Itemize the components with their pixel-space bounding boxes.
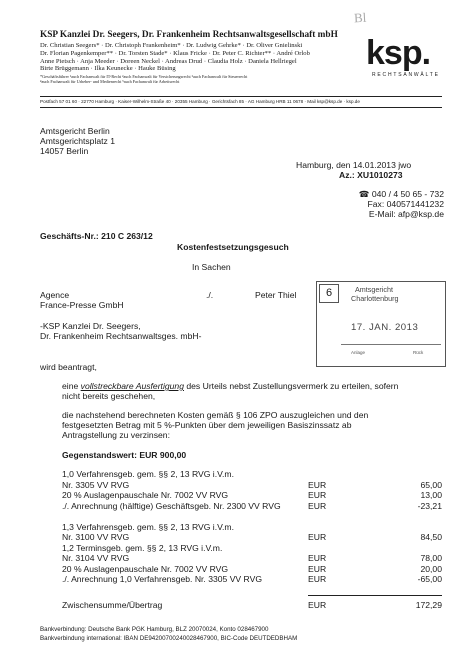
stamp-bottom-left: Anlage — [351, 350, 366, 355]
stamp-date: 17. JAN. 2013 — [351, 322, 419, 333]
cost-row-description: 1,0 Verfahrensgeb. gem. §§ 2, 13 RVG i.V.m. — [62, 469, 234, 479]
logo-subtitle: RECHTSANWÄLTE — [372, 72, 440, 78]
stamp-line1: Amtsgericht — [355, 285, 393, 294]
contact-divider — [40, 107, 442, 108]
subtotal-currency: EUR — [308, 600, 327, 610]
phone-line: ☎ 040 / 4 50 65 - 732 — [358, 189, 444, 199]
document-subject: Kostenfestsetzungsgesuch — [177, 242, 289, 252]
cost-row-amount: 78,00 — [420, 553, 442, 563]
bank-line1: Bankverbindung: Deutsche Bank PGK Hamburg, BLZ 20070024, Konto 028467900 — [40, 626, 269, 633]
p2-line: die nachstehend berechneten Kosten gemäß § 106 ZPO auszugleichen und den — [62, 410, 369, 420]
cost-row-currency: EUR — [308, 574, 327, 584]
recipient-line: 14057 Berlin — [40, 146, 89, 157]
subtotal-amount: 172,29 — [415, 600, 442, 610]
cost-row-currency: EUR — [308, 490, 327, 500]
wird-beantragt: wird beantragt, — [40, 362, 97, 372]
contact-line: Postfach 57 01 60 · 22770 Hamburg · Kaiser-Wilhelm-Straße 40 · 20355 Hamburg · Gerichtsfach 85 · AG Hamburg HRB 11 0678 · Mail ksp@ksp.de · ksp.de — [40, 99, 360, 104]
names-line: Dr. Christian Seegers* · Dr. Christoph Frankenheim* · Dr. Ludwig Gehrke* · Dr. Oliver Gnielinski — [40, 42, 303, 49]
cost-row-currency: EUR — [308, 500, 327, 511]
cost-row-description: 1,3 Verfahrensgeb. gem. §§ 2, 13 RVG i.V.m. — [62, 521, 234, 532]
fax-line: Fax: 040571441232 — [367, 199, 444, 209]
p1-line2: nicht bereits geschehen, — [62, 391, 156, 402]
recipient-address — [40, 126, 115, 156]
cost-row-amount: 13,00 — [420, 490, 442, 500]
names-line: Birte Brüggemann · Ilka Keunecke · Hauke Büsing — [40, 65, 176, 73]
case-number: Geschäfts-Nr.: 210 C 263/12 — [40, 231, 153, 241]
ksp-logo: ksp. — [366, 34, 431, 72]
cost-row-description: ./. Anrechnung (hälftige) Geschäftsgeb. Nr. 2300 VV RVG — [62, 500, 281, 511]
cost-row-currency: EUR — [308, 479, 327, 490]
p2-line: festgesetzten Betrag mit 5 %-Punkten über dem jeweiligen Basiszinssatz ab — [62, 420, 352, 431]
party1-line1: Agence — [40, 290, 70, 300]
header-divider — [40, 96, 442, 97]
cost-row-currency: EUR — [308, 532, 327, 542]
p2-line: Antragstellung zu verzinsen: — [62, 430, 170, 441]
lawyer-names — [40, 42, 352, 85]
cost-row-description: 20 % Auslagenpauschale Nr. 7002 VV RVG — [62, 490, 229, 500]
names-line: Dr. Florian Pagenkemper** · Dr. Torsten Stade* · Klaus Fricke · Dr. Peter C. Richter** · André Orlob — [40, 49, 310, 57]
cost-row-description: Nr. 3104 VV RVG — [62, 553, 130, 563]
stamp-divider — [341, 344, 441, 345]
file-reference: Az.: XU1010273 — [339, 170, 403, 180]
cost-row-description: Nr. 3305 VV RVG — [62, 479, 130, 490]
cost-row-amount: 20,00 — [420, 563, 442, 574]
stamp-box-number: 6 — [319, 284, 339, 303]
party2: Peter Thiel — [255, 290, 297, 300]
cost-row-amount: 65,00 — [420, 479, 442, 490]
footnote-line: ⁴auch Fachanwalt für Urheber- und Medienrecht ⁵auch Fachanwalt für Arbeitsrecht — [40, 79, 180, 85]
stamp-line2: Charlottenburg — [351, 294, 399, 303]
p1-before: eine — [62, 381, 81, 391]
cost-row-description: 20 % Auslagenpauschale Nr. 7002 VV RVG — [62, 563, 229, 574]
stamp-bottom-right: Rück — [413, 350, 424, 355]
recipient-line: Amtsgericht Berlin — [40, 126, 110, 136]
versus-mark: ./. — [206, 290, 214, 300]
cost-row-amount: -65,00 — [417, 574, 442, 584]
email-line: E-Mail: afp@ksp.de — [368, 209, 444, 219]
p1-emphasis: vollstreckbare Ausfertigung — [80, 381, 184, 391]
cost-row-currency: EUR — [308, 563, 327, 574]
cost-row-currency: EUR — [308, 553, 327, 563]
counsel-line2: Dr. Frankenheim Rechtsanwaltsges. mbH- — [40, 331, 202, 341]
gegenstandswert: Gegenstandswert: EUR 900,00 — [62, 450, 187, 460]
handwritten-scribble: Bl — [353, 9, 367, 26]
sum-divider — [308, 595, 442, 596]
p1-after: des Urteils nebst Zustellungsvermerk zu erteilen, sofern — [183, 381, 399, 391]
in-sachen: In Sachen — [192, 262, 231, 272]
footnote-line: *Geschäftsführer ¹auch Fachanwalt für IT-Recht ²auch Fachanwalt für Versicherungsrecht ³auch Fachanwalt für Steuerrecht — [40, 74, 248, 80]
cost-row-amount: 84,50 — [420, 532, 442, 542]
date-line: Hamburg, den 14.01.2013 jwo — [296, 160, 412, 170]
cost-row-description: 1,2 Terminsgeb. gem. §§ 2, 13 RVG i.V.m. — [62, 542, 223, 553]
cost-row-description: ./. Anrechnung 1,0 Verfahrensgeb. Nr. 3305 VV RVG — [62, 574, 263, 584]
cost-row-description: Nr. 3100 VV RVG — [62, 532, 130, 542]
paragraph-2 — [62, 410, 368, 440]
bank-line2: Bankverbindung international: IBAN DE94200700240028467900, BIC-Code DEUTDEDBHAM — [40, 635, 298, 642]
firm-name: KSP Kanzlei Dr. Seegers, Dr. Frankenheim Rechtsanwaltsgesellschaft mbH — [40, 30, 338, 40]
court-receipt-stamp — [316, 281, 446, 367]
cost-row-amount: -23,21 — [417, 500, 442, 511]
party1-line2: France-Presse GmbH — [40, 300, 124, 310]
counsel-line1: -KSP Kanzlei Dr. Seegers, — [40, 321, 141, 331]
names-line: Anne Pietsch · Anja Meeder · Doreen Neckel · Andreas Drud · Claudia Holz · Daniela Hellriegel — [40, 57, 297, 65]
recipient-line: Amtsgerichtsplatz 1 — [40, 136, 115, 147]
paragraph-1 — [62, 381, 444, 401]
subtotal-label: Zwischensumme/Übertrag — [62, 600, 163, 610]
